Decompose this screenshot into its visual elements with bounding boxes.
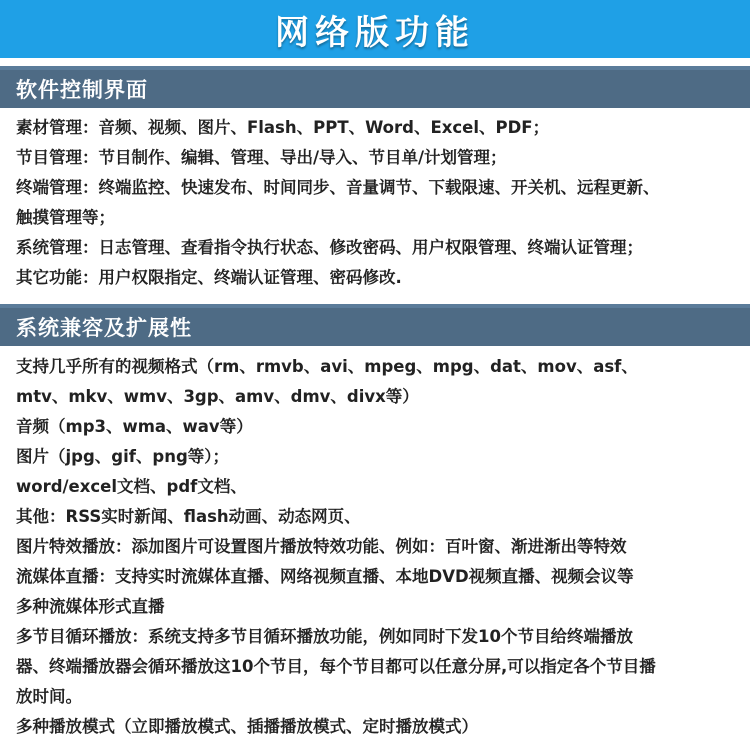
feature-line: 其他：RSS实时新闻、flash动画、动态网页、 (16, 507, 361, 526)
feature-line: 流媒体直播：支持实时流媒体直播、网络视频直播、本地DVD视频直播、视频会议等 (16, 567, 634, 586)
feature-line: 多种播放模式（立即播放模式、插播播放模式、定时播放模式） (16, 717, 478, 736)
feature-line: 音频（mp3、wma、wav等） (16, 417, 253, 436)
section-content-compatibility (16, 352, 736, 742)
feature-line: 支持几乎所有的视频格式（rm、rmvb、avi、mpeg、mpg、dat、mov、asf、 (16, 357, 638, 376)
feature-line: 多节目循环播放：系统支持多节目循环播放功能，例如同时下发10个节目给终端播放 (16, 627, 633, 646)
feature-line: 图片特效播放：添加图片可设置图片播放特效功能、例如：百叶窗、渐进渐出等特效 (16, 537, 627, 556)
section-header-compatibility (0, 304, 750, 346)
feature-line: 触摸管理等； (16, 208, 115, 227)
section-title: 系统兼容及扩展性 (16, 316, 192, 340)
title-banner (0, 0, 750, 58)
feature-line: 系统管理：日志管理、查看指令执行状态、修改密码、用户权限管理、终端认证管理； (16, 238, 643, 257)
section-title: 软件控制界面 (16, 78, 148, 102)
feature-line: 终端管理：终端监控、快速发布、时间同步、音量调节、下载限速、开关机、远程更新、 (16, 178, 660, 197)
feature-line: 节目管理：节目制作、编辑、管理、导出/导入、节目单/计划管理； (16, 148, 507, 167)
feature-line: word/excel文档、pdf文档、 (16, 477, 247, 496)
feature-line: 多种流媒体形式直播 (16, 597, 165, 616)
feature-line: mtv、mkv、wmv、3gp、amv、dmv、divx等） (16, 387, 419, 406)
feature-line: 器、终端播放器会循环播放这10个节目，每个节目都可以任意分屏,可以指定各个节目播 (16, 657, 656, 676)
section-content-software-control (16, 113, 736, 293)
feature-line: 放时间。 (16, 687, 82, 706)
banner-title: 网络版功能 (275, 12, 475, 53)
feature-line: 其它功能：用户权限指定、终端认证管理、密码修改. (16, 268, 402, 287)
feature-line: 素材管理：音频、视频、图片、Flash、PPT、Word、Excel、PDF； (16, 118, 550, 137)
section-header-software-control (0, 66, 750, 108)
feature-line: 图片（jpg、gif、png等）； (16, 447, 230, 466)
